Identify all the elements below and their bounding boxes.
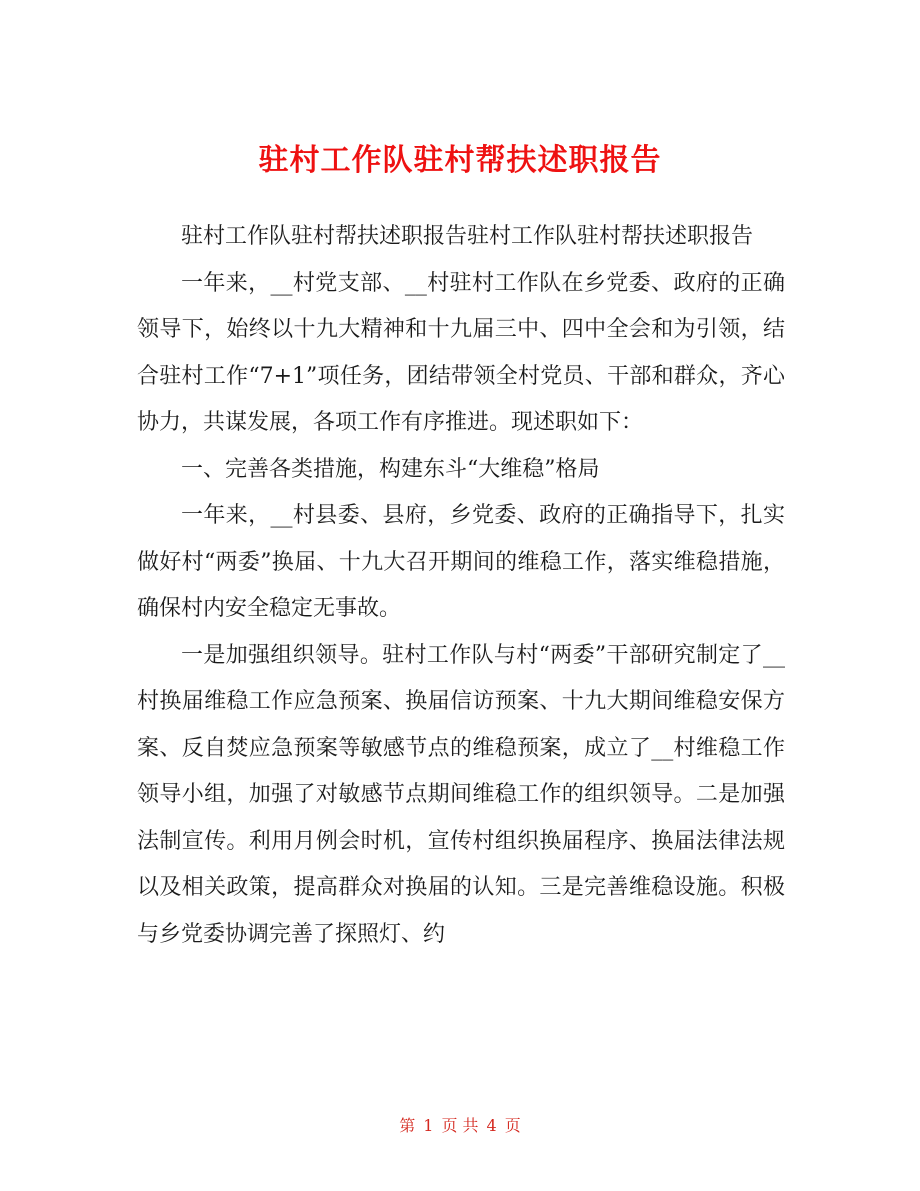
footer-total-pages: 4 (486, 1116, 497, 1135)
document-body (137, 214, 785, 958)
footer-prefix: 第 (399, 1116, 416, 1135)
paragraph-section-1-summary: 一年来，__村县委、县府，乡党委、政府的正确指导下，扎实做好村“两委”换届、十九大召开期间的维稳工作，落实维稳措施，确保村内安全稳定无事故。 (137, 503, 785, 621)
paragraph-section-1-details: 一是加强组织领导。驻村工作队与村“两委”干部研究制定了__村换届维稳工作应急预案、换届信访预案、十九大期间维稳安保方案、反自焚应急预案等敏感节点的维稳预案，成立了__村维稳工作领导小组，加强了对敏感节点期间维稳工作的组织领导。二是加强法制宣传。利用月例会时机，宣传村组织换届程序、换届法律法规以及相关政策，提高群众对换届的认知。三是完善维稳设施。积极与乡党委协调完善了探照灯、约 (137, 642, 785, 947)
section-heading-1: 一、完善各类措施，构建东斗“大维稳”格局 (181, 456, 600, 482)
footer-page-number: 1 (423, 1116, 434, 1135)
paragraph-overview: 一年来，__村党支部、__村驻村工作队在乡党委、政府的正确领导下，始终以十九大精神和十九届三中、四中全会和为引领，结合驻村工作“7+1”项任务，团结带领全村党员、干部和群众，齐心协力，共谋发展，各项工作有序推进。现述职如下： (137, 270, 785, 435)
paragraph-intro: 驻村工作队驻村帮扶述职报告驻村工作队驻村帮扶述职报告 (181, 224, 754, 249)
footer-suffix: 页 (504, 1116, 521, 1135)
document-title: 驻村工作队驻村帮扶述职报告 (258, 143, 662, 179)
footer-middle: 页 共 (441, 1116, 479, 1135)
page-number-footer (0, 1113, 920, 1136)
